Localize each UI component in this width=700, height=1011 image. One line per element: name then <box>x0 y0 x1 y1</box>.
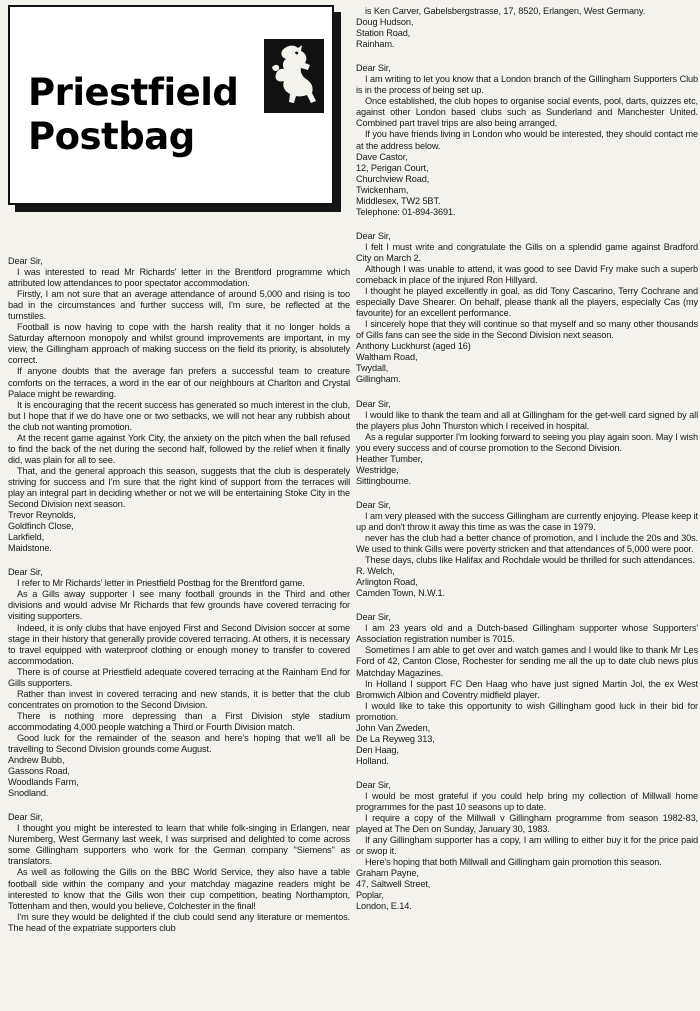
title-box <box>8 5 334 205</box>
letter-paragraph: There is nothing more depressing than a First Division style stadium accommodating 4,000 people watching a Third or Fourth Division match. <box>8 710 350 732</box>
letter <box>8 256 350 554</box>
letter-paragraph: Sometimes I am able to get over and watch games and I would like to thank Mr Les Ford of 42, Canton Close, Rochester for sending me all the up to date club news plus Matchday Magazines. <box>356 645 698 678</box>
letter-paragraph: I require a copy of the Millwall v Gillingham programme from season 1982-83, played at The Den on Sunday, January 30, 1983. <box>356 813 698 835</box>
signature-line: Sittingbourne. <box>356 475 412 486</box>
letters-column-left <box>8 256 350 947</box>
signature-line: Westridge, <box>356 464 399 475</box>
letter <box>356 63 698 218</box>
letter-paragraph: If anyone doubts that the average fan prefers a successful team to creature comforts on the terraces, a word in the ear of our neighbours at Charlton and Crystal Palace might be rewarding. <box>8 366 350 399</box>
letter-paragraph: Rather than invest in covered terracing and new stands, it is better that the club concentrates on promotion to the Second Division. <box>8 688 350 710</box>
signature-line: Arlington Road, <box>356 577 418 588</box>
salutation: Dear Sir, <box>356 398 391 409</box>
letter-paragraph: I am writing to let you know that a London branch of the Gillingham Supporters Club is in the process of being set up. <box>356 74 698 96</box>
signature-line: Station Road, <box>356 28 411 39</box>
signature-line: Holland. <box>356 755 389 766</box>
signature-line: 12, Perigan Court, <box>356 162 429 173</box>
letters-column-right <box>356 6 698 926</box>
signature-line: De La Reyweg 313, <box>356 733 435 744</box>
letter-paragraph: As well as following the Gills on the BBC World Service, they also have a table football side within the company and your matchday magazine readers might be interested to know that the Gills won their cup competition, beating Northampton, Tottenham and then, would you believe, Colchester in the final! <box>8 867 350 911</box>
signature-line: R. Welch, <box>356 566 395 577</box>
letter-paragraph: These days, clubs like Halifax and Rochdale would be thrilled for such attendances. <box>365 555 695 566</box>
salutation: Dear Sir, <box>356 499 391 510</box>
signature-line: Trevor Reynolds, <box>8 510 76 521</box>
letter-paragraph: I'm sure they would be delighted if the club could send any literature or mementos. The head of the expatriate supporters club <box>8 911 350 933</box>
letter <box>8 812 350 934</box>
letter <box>356 780 698 913</box>
salutation: Dear Sir, <box>356 779 391 790</box>
title-line-2: Postbag <box>28 115 195 158</box>
letter-paragraph: In Holland I support FC Den Haag who have just signed Martin Jol, the ex West Bromwich Albion and Coventry midfield player. <box>356 678 698 700</box>
signature-line: Den Haag, <box>356 744 399 755</box>
signature-line: Waltham Road, <box>356 352 418 363</box>
letter <box>356 612 698 767</box>
signature-line: Goldfinch Close, <box>8 521 74 532</box>
signature-line: Snodland. <box>8 788 49 799</box>
letter-paragraph: I would be most grateful if you could help bring my collection of Millwall home programmes for the past 10 seasons up to date. <box>356 791 698 813</box>
letter-paragraph: Once established, the club hopes to organise social events, pool, darts, quizzes etc, against other London based clubs such as Sunderland and Manchester United. Combined part travel trips are also being arranged. <box>356 96 698 129</box>
letter-paragraph: I am 23 years old and a Dutch-based Gillingham supporter whose Supporters' Association registration number is 7015. <box>356 623 698 645</box>
signature-line: Camden Town, N.W.1. <box>356 588 445 599</box>
signature-line: London, E.14. <box>356 901 412 912</box>
letter-paragraph: If any Gillingham supporter has a copy, I am willing to either buy it for the price paid or swop it. <box>356 835 698 857</box>
salutation: Dear Sir, <box>8 812 43 823</box>
letter-paragraph: I would like to thank the team and all at Gillingham for the get-well card signed by all the players plus John Thurston which I received in hospital. <box>356 409 698 431</box>
signature-line: Twickenham, <box>356 184 409 195</box>
rampant-horse-logo-icon <box>264 39 324 113</box>
signature-line: Telephone: 01-894-3691. <box>356 206 456 217</box>
signature-line: Churchview Road, <box>356 173 430 184</box>
signature-line: Heather Tumber, <box>356 453 423 464</box>
letter-paragraph: I felt I must write and congratulate the Gills on a splendid game against Bradford City on March 2. <box>356 241 698 263</box>
letter-paragraph: As a regular supporter I'm looking forward to seeing you play again soon. May I wish you every success and of course promotion to the Second Division. <box>356 431 698 453</box>
letter-paragraph: As a Gills away supporter I see many football grounds in the Third and other divisions and would advise Mr Richards that few grounds have covered terracing for visiting supporters. <box>8 589 350 622</box>
letter-paragraph: Indeed, it is only clubs that have enjoyed First and Second Division soccer at some stage in their history that generally provide covered terracing. At others, it is necessary to travel equipped with waterproof clothing or enough money to transfer to covered accommodation. <box>8 622 350 666</box>
letter-paragraph: There is of course at Priestfield adequate covered terracing at the Rainham End for Gills supporters. <box>8 666 350 688</box>
title-line-1: Priestfield <box>28 71 239 114</box>
letter-paragraph: If you have friends living in London who would be interested, they should contact me at the address below. <box>356 129 698 151</box>
letter-paragraph: I refer to Mr Richards' letter in Priestfield Postbag for the Brentford game. <box>17 578 305 589</box>
letter-paragraph: Good luck for the remainder of the season and here's hoping that we'll all be travelling to Second Division grounds come August. <box>8 732 350 755</box>
letter <box>8 567 350 799</box>
signature-line: 47, Saltwell Street, <box>356 879 431 890</box>
letter-paragraph: I thought he played excellently in goal, as did Tony Cascarino, Terry Cochrane and especially Dave Shearer. On behalf, please thank all the players, especially Cas (my favourite) for an excellent performance. <box>356 286 698 319</box>
signature-line: Maidstone. <box>8 543 52 554</box>
signature-line: Poplar, <box>356 890 384 901</box>
letter-paragraph: I thought you might be interested to learn that while folk-singing in Erlangen, near Nuremberg, West Germany last week, I was surprised and delighted to come across some Gillingham supporters who work for the German company "Siemens" as translators. <box>8 823 350 867</box>
signature-line: Rainham. <box>356 39 395 50</box>
letter-paragraph: I am very pleased with the success Gillingham are currently enjoying. Please keep it up and don't throw it away this time as was the case in 1979. <box>356 510 698 532</box>
letter-paragraph: I sincerely hope that they will continue so that myself and so many other thousands of Gills fans can see the side in the Second Division next season. <box>356 319 698 341</box>
signature-line: Middlesex, TW2 5BT. <box>356 195 441 206</box>
salutation: Dear Sir, <box>356 612 391 623</box>
signature-line: Graham Payne, <box>356 868 419 879</box>
salutation: Dear Sir, <box>356 230 391 241</box>
letter-paragraph: I was interested to read Mr Richards' letter in the Brentford programme which attributed low attendances to poor spectator accommodation. <box>8 267 350 289</box>
signature-line: John Van Zweden, <box>356 722 431 733</box>
letter-paragraph: Here's hoping that both Millwall and Gillingham gain promotion this season. <box>365 857 662 868</box>
letter-paragraph: At the recent game against York City, the anxiety on the pitch when the ball refused to find the back of the net during the second half, followed by the relief when it finally did, was plain for all to see. <box>8 432 350 465</box>
salutation: Dear Sir, <box>8 256 43 266</box>
signature-line: Woodlands Farm, <box>8 777 79 788</box>
letter-paragraph: I would like to take this opportunity to wish Gillingham good luck in their bid for promotion. <box>356 700 698 722</box>
letter-paragraph: is Ken Carver, Gabelsbergstrasse, 17, 8520, Erlangen, West Germany. <box>365 6 646 16</box>
signature-line: Gassons Road, <box>8 766 70 777</box>
signature-line: Andrew Bubb, <box>8 755 65 766</box>
letter <box>356 231 698 386</box>
salutation: Dear Sir, <box>356 63 391 74</box>
letter <box>356 399 698 487</box>
signature-line: Twydall, <box>356 363 389 374</box>
letter-paragraph: It is encouraging that the recent success has generated so much interest in the club, but I hope that if we do have one or two setbacks, we will not hear any rubbish about the club not wanting promotion. <box>8 399 350 432</box>
signature-line: Gillingham. <box>356 374 401 385</box>
letter-paragraph: never has the club had a better chance of promotion, and I include the 20s and 30s. We used to think Gills were poverty stricken and that attendances of 5,000 were poor. <box>356 533 698 555</box>
signature-line: Larkfield, <box>8 532 45 543</box>
signature-line: Anthony Luckhurst (aged 16) <box>356 341 471 352</box>
signature-line: Dave Castor, <box>356 151 408 162</box>
letter-paragraph: Although I was unable to attend, it was good to see David Fry make such a superb comeback in place of the injured Ron Hillyard. <box>356 263 698 286</box>
salutation: Dear Sir, <box>8 567 43 578</box>
page-title <box>28 71 238 159</box>
signature-line: Doug Hudson, <box>356 17 414 28</box>
letter-paragraph: That, and the general approach this season, suggests that the club is desperately striving for success and I'm sure that the right kind of support from the terraces will play an integral part in deciding whether or not we will be entertaining Stoke City in the Second Division next season. <box>8 465 350 510</box>
letter-paragraph: Football is now having to cope with the harsh reality that it no longer holds a Saturday afternoon monopoly and whilst ground improvements are important, in my view, the Gillingham approach of making success on the field its priority, is absolutely correct. <box>8 322 350 366</box>
letter <box>356 6 698 50</box>
letter <box>356 500 698 599</box>
letter-paragraph: Firstly, I am not sure that an average attendance of around 5,000 and rising is too bad in the circumstances and further success will, I'm sure, be reflected at the turnstiles. <box>8 289 350 322</box>
